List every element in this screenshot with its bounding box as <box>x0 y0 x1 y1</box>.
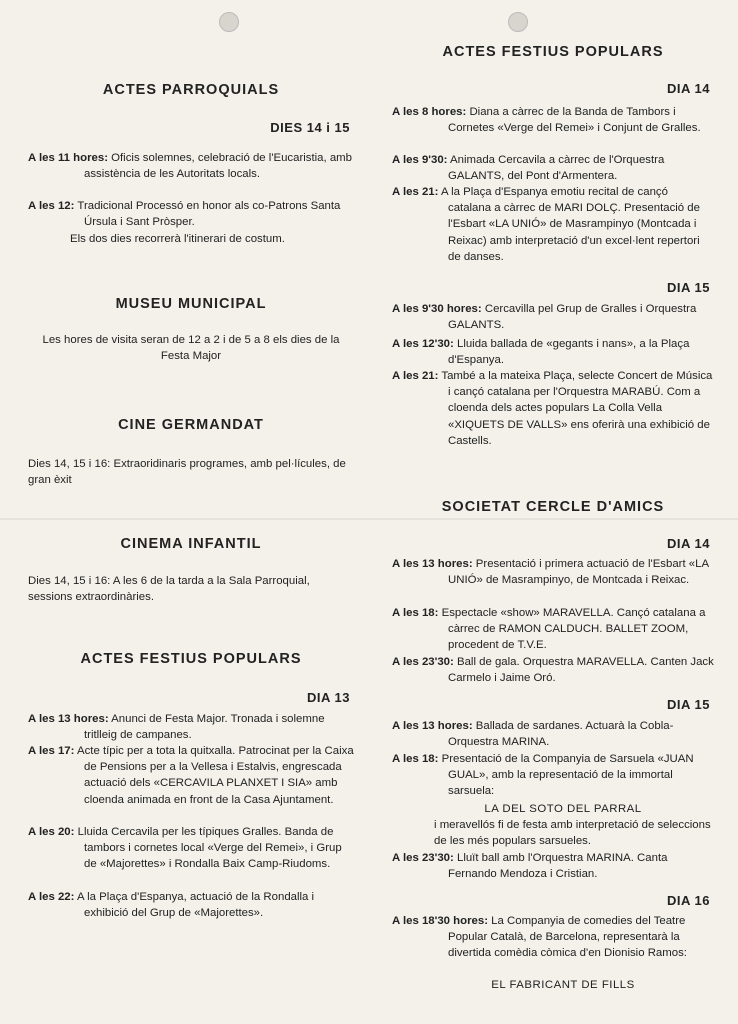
cinema-text: Dies 14, 15 i 16: Extraoridinaris programes, amb pel·lícules, de gran èxit <box>28 458 346 487</box>
comedy-title: EL FABRICANT DE FILLS <box>491 979 635 991</box>
section-title-actes-festius-populars: ACTES FESTIUS POPULARS <box>80 651 302 667</box>
schedule-entry <box>392 104 714 136</box>
section-title-societat-cercle-damics: SOCIETAT CERCLE D'AMICS <box>441 499 665 515</box>
entry-time: A les 9'30 hores: <box>392 303 482 315</box>
schedule-entry <box>392 850 714 882</box>
zarzuela-title: LA DEL SOTO DEL PARRAL <box>484 803 642 815</box>
schedule-entry <box>392 751 714 800</box>
entry-text: Presentació de la Companyia de Sarsuela «JUAN GUAL», amb la representació de la immortal sarsuela: <box>441 753 694 798</box>
schedule-entry <box>392 605 714 654</box>
schedule-entry <box>392 913 714 962</box>
schedule-entry <box>392 368 714 449</box>
entry-time: A les 21: <box>392 186 439 198</box>
entry-time: A les 8 hores: <box>392 106 467 118</box>
entry-text: Lluït ball amb l'Orquestra MARINA. Canta Fernando Mendoza i Cristian. <box>448 852 668 881</box>
entry-text: A la Plaça d'Espanya emotiu recital de cançó catalana a càrrec de MARI DOLÇ. Presentació de l'Esbart «LA UNIÓ» de Masrampinyo (Montcada i Reixac) amb interpretació d'un excel·lent repertori de danses. <box>440 186 700 263</box>
entry-extra-note: i meravellós fi de festa amb interpretació de seleccions de les més populars sarsueles. <box>434 819 711 848</box>
entry-time: A les 13 hores: <box>392 558 473 570</box>
schedule-entry <box>392 301 714 333</box>
section-title-cine-germandat: CINE GERMANDAT <box>118 417 264 433</box>
page-fold <box>0 518 738 520</box>
section-title-cinema-infantil: CINEMA INFANTIL <box>120 536 262 552</box>
schedule-entry <box>392 184 714 265</box>
entry-text: Anunci de Festa Major. Tronada i solemne tritlleig de campanes. <box>84 713 325 742</box>
entry-text: Acte típic per a tota la quitxalla. Patrocinat per la Caixa de Pensions per a la Vellesa i Estalvis, engrescada actuació dels «CERCAVILA PLANXET I SIA» amb cloenda animada en front de la Casa Ajuntament. <box>76 745 354 806</box>
entry-text: Cercavilla pel Grup de Gralles i Orquestra GALANTS. <box>448 303 697 332</box>
entry-time: A les 21: <box>392 370 439 382</box>
schedule-entry <box>28 743 354 808</box>
entry-text: Tradicional Processó en honor als co-Patrons Santa Úrsula i Sant Pròsper. <box>77 200 341 229</box>
schedule-entry <box>28 711 354 743</box>
schedule-entry <box>28 150 354 182</box>
entry-time: A les 18: <box>392 753 439 765</box>
schedule-entry <box>28 889 354 921</box>
entry-time: A les 9'30: <box>392 154 448 166</box>
schedule-entry <box>28 198 354 230</box>
entry-text: Animada Cercavila a càrrec de l'Orquestra GALANTS, del Pont d'Armentera. <box>448 154 665 183</box>
entry-text: La Companyia de comedies del Teatre Popular Català, de Barcelona, representarà la divertida comèdia còmica d'en Dionisio Ramos: <box>448 915 687 960</box>
day-heading-14: DIA 14 <box>667 536 710 551</box>
entry-extra-note: Els dos dies recorrerà l'itinerari de costum. <box>70 233 285 245</box>
museum-hours-text: Les hores de visita seran de 12 a 2 i de 5 a 8 els dies de la Festa Major <box>42 334 340 363</box>
day-heading-16: DIA 16 <box>667 893 710 908</box>
entry-time: A les 11 hores: <box>28 152 108 164</box>
children-cinema-text: Dies 14, 15 i 16: A les 6 de la tarda a la Sala Parroquial, sessions extraordinàries. <box>28 575 310 604</box>
entry-time: A les 12: <box>28 200 75 212</box>
day-heading-14: DIA 14 <box>667 81 710 96</box>
entry-text: Espectacle «show» MARAVELLA. Cançó catalana a càrrec de RAMON CALDUCH. BALLET ZOOM, procedent de T.V.E. <box>441 607 706 652</box>
entry-time: A les 22: <box>28 891 75 903</box>
entry-time: A les 23'30: <box>392 656 454 668</box>
schedule-entry <box>392 654 714 686</box>
section-title-actes-festius-populars: ACTES FESTIUS POPULARS <box>442 44 664 60</box>
day-heading-15: DIA 15 <box>667 697 710 712</box>
entry-text: Ball de gala. Orquestra MARAVELLA. Canten Jack Carmelo i Jaime Oró. <box>448 656 714 685</box>
entry-text: Lluida ballada de «gegants i nans», a la Plaça d'Espanya. <box>448 338 690 367</box>
punch-hole-left <box>219 12 239 32</box>
entry-time: A les 20: <box>28 826 75 838</box>
entry-text: Diana a càrrec de la Banda de Tambors i Cornetes «Verge del Remei» i Conjunt de Gralles. <box>448 106 701 135</box>
entry-time: A les 17: <box>28 745 75 757</box>
entry-text: També a la mateixa Plaça, selecte Concert de Música i cançó catalana per l'Orquestra MARABÚ. Com a cloenda dels actes populars La Colla Vella «XIQUETS DE VALLS» ens oferirà una exhibició de Castells. <box>441 370 713 447</box>
entry-text: Lluida Cercavila per les típiques Gralles. Banda de tambors i cornetes local «Verge del Remei», i Grup de «Majorettes» i Rondalla Baix Camp-Riudoms. <box>77 826 342 871</box>
day-heading-15: DIA 15 <box>667 280 710 295</box>
entry-time: A les 18'30 hores: <box>392 915 488 927</box>
days-heading: DIES 14 i 15 <box>270 120 350 135</box>
entry-time: A les 18: <box>392 607 439 619</box>
schedule-entry <box>392 152 714 184</box>
entry-text: A la Plaça d'Espanya, actuació de la Rondalla i exhibició del Grup de «Majorettes». <box>76 891 315 920</box>
section-title-actes-parroquials: ACTES PARROQUIALS <box>102 82 280 98</box>
entry-time: A les 12'30: <box>392 338 454 350</box>
schedule-entry <box>392 556 714 588</box>
entry-time: A les 13 hores: <box>28 713 109 725</box>
entry-time: A les 13 hores: <box>392 720 473 732</box>
entry-text: Oficis solemnes, celebració de l'Eucaristia, amb assistència de les Autoritats locals. <box>84 152 353 181</box>
entry-time: A les 23'30: <box>392 852 454 864</box>
entry-text: Presentació i primera actuació de l'Esbart «LA UNIÓ» de Masrampinyo, de Montcada i Reixac. <box>448 558 709 587</box>
schedule-entry <box>28 824 354 873</box>
schedule-entry <box>392 336 714 368</box>
section-title-museu-municipal: MUSEU MUNICIPAL <box>115 296 267 312</box>
punch-hole-right <box>508 12 528 32</box>
entry-text: Ballada de sardanes. Actuarà la Cobla-Orquestra MARINA. <box>448 720 674 749</box>
day-heading-13: DIA 13 <box>307 690 350 705</box>
schedule-entry <box>392 718 714 750</box>
